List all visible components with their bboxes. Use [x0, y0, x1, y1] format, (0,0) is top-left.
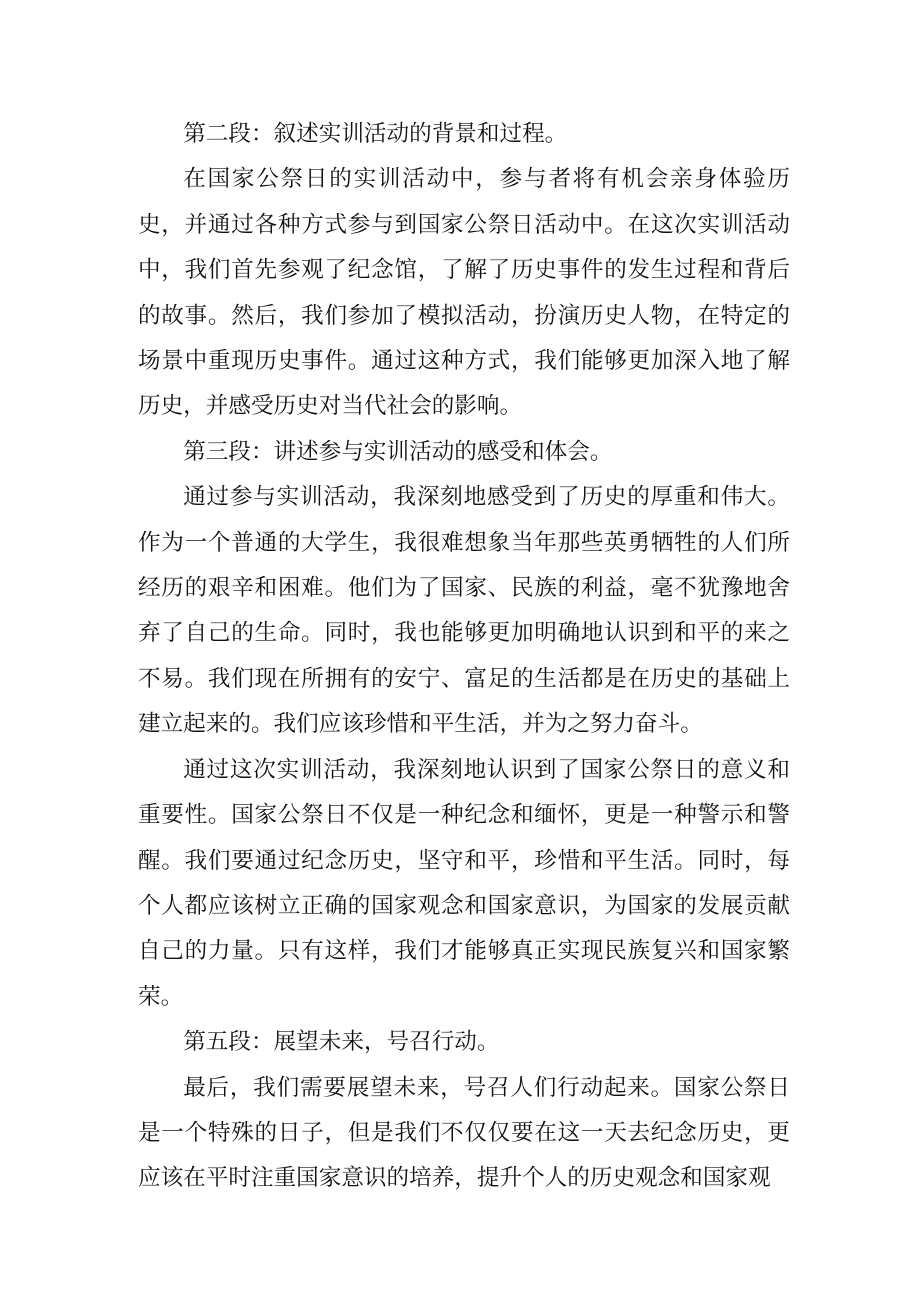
- section-heading-5: 第五段：展望未来，号召行动。: [183, 1029, 500, 1056]
- paragraph-feelings: 通过参与实训活动，我深刻地感受到了历史的厚重和伟大。作为一个普通的大学生，我很难想象当年那些英勇牺牲的人们所经历的艰辛和困难。他们为了国家、民族的利益，毫不犹豫地舍弃了自己的生命。同时，我也能够更加明确地认识到和平的来之不易。我们现在所拥有的安宁、富足的生活都是在历史的基础上建立起来的。我们应该珍惜和平生活，并为之努力奋斗。: [138, 484, 790, 738]
- section-heading-2: 第二段：叙述实训活动的背景和过程。: [183, 121, 568, 147]
- document-body: [138, 112, 790, 1202]
- paragraph-significance: 通过这次实训活动，我深刻地认识到了国家公祭日的意义和重要性。国家公祭日不仅是一种纪念和缅怀，更是一种警示和警醒。我们要通过纪念历史，坚守和平，珍惜和平生活。同时，每个人都应该树立正确的国家观念和国家意识，为国家的发展贡献自己的力量。只有这样，我们才能够真正实现民族复兴和国家繁荣。: [138, 756, 790, 1010]
- section-heading-3: 第三段：讲述参与实训活动的感受和体会。: [183, 438, 613, 465]
- paragraph-future: 最后，我们需要展望未来，号召人们行动起来。国家公祭日是一个特殊的日子，但是我们不仅仅要在这一天去纪念历史，更应该在平时注重国家意识的培养，提升个人的历史观念和国家观: [138, 1074, 790, 1192]
- paragraph-background: 在国家公祭日的实训活动中，参与者将有机会亲身体验历史，并通过各种方式参与到国家公祭日活动中。在这次实训活动中，我们首先参观了纪念馆，了解了历史事件的发生过程和背后的故事。然后，我们参加了模拟活动，扮演历史人物，在特定的场景中重现历史事件。通过这种方式，我们能够更加深入地了解历史，并感受历史对当代社会的影响。: [138, 166, 790, 420]
